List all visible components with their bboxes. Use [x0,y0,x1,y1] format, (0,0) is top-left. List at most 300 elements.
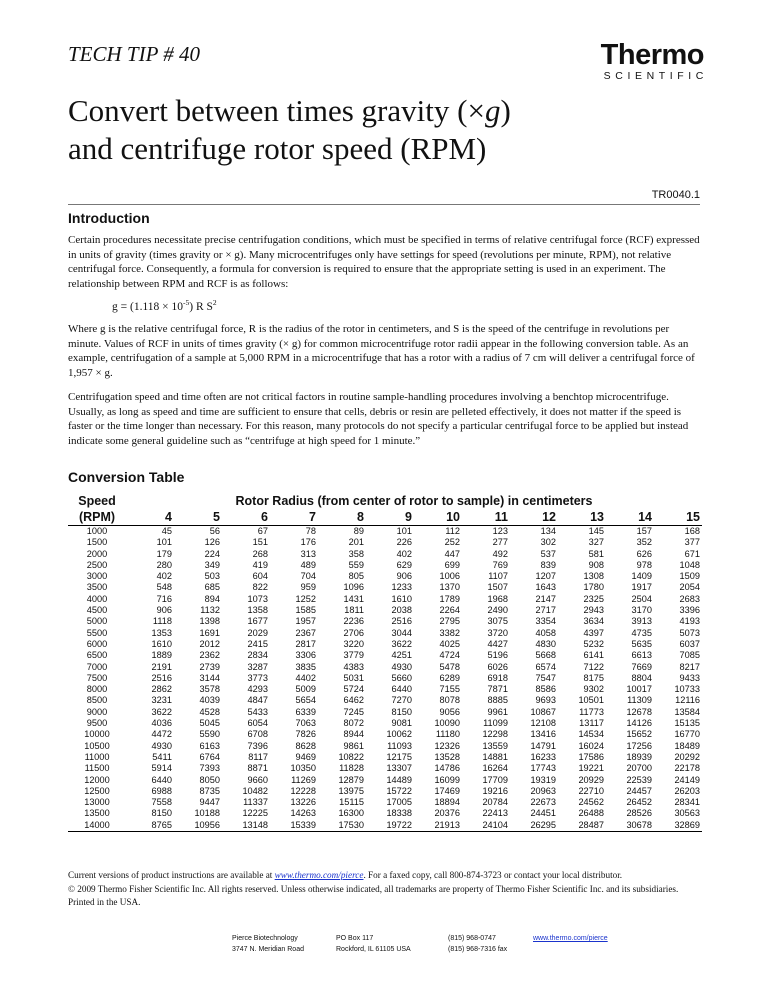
rcf-cell: 2264 [439,605,460,616]
rcf-cell: 17469 [434,785,460,796]
rcf-cell: 959 [300,582,316,593]
rcf-cell: 10867 [530,706,556,717]
rpm-cell: 6000 [86,638,108,649]
rcf-cell: 20700 [626,763,652,774]
rcf-cell: 13226 [290,797,316,808]
radius-col-header: 7 [270,509,318,526]
rcf-cell: 16099 [434,774,460,785]
rcf-cell: 28341 [674,797,700,808]
rcf-cell: 2504 [631,593,652,604]
rcf-cell: 769 [492,559,508,570]
rcf-cell: 17586 [578,751,604,762]
rcf-cell: 12225 [242,808,268,819]
rcf-cell: 16233 [530,751,556,762]
rcf-cell: 1006 [439,571,460,582]
rcf-cell: 908 [588,559,604,570]
rcf-cell: 906 [156,605,172,616]
rcf-cell: 26295 [510,820,558,832]
rcf-cell: 8150 [391,706,412,717]
rcf-cell: 2038 [391,605,412,616]
rcf-cell: 19722 [366,820,414,832]
rcf-cell: 45 [161,526,172,536]
rcf-cell: 2362 [199,650,220,661]
table-row [68,560,702,571]
rcf-cell: 145 [588,526,604,536]
rcf-cell: 6462 [343,695,364,706]
rcf-cell: 22413 [482,808,508,819]
rcf-cell: 176 [300,537,316,548]
rcf-cell: 9961 [487,706,508,717]
rcf-cell: 626 [636,548,652,559]
table-row [68,526,702,538]
table-row [68,549,702,560]
rcf-cell: 13307 [386,763,412,774]
table-row [68,775,702,786]
rcf-cell: 3075 [487,616,508,627]
rcf-cell: 2862 [151,684,172,695]
rcf-cell: 8628 [295,740,316,751]
rcf-cell: 7245 [343,706,364,717]
rcf-cell: 2516 [151,672,172,683]
rcf-cell: 1691 [199,627,220,638]
rcf-cell: 313 [300,548,316,559]
rpm-cell: 9500 [86,718,108,729]
rcf-cell: 4397 [583,627,604,638]
rcf-cell: 7155 [439,684,460,695]
rcf-cell: 1889 [151,650,172,661]
rcf-cell: 8885 [487,695,508,706]
table-row [68,763,702,774]
rcf-cell: 1073 [247,593,268,604]
rcf-cell: 11093 [387,740,412,751]
rcf-cell: 978 [636,559,652,570]
rcf-cell: 7085 [679,650,700,661]
rcf-cell: 10956 [174,820,222,832]
rcf-cell: 2795 [439,616,460,627]
rcf-cell: 12326 [434,740,460,751]
radius-col-header: 9 [366,509,414,526]
table-row [68,741,702,752]
rcf-cell: 19216 [482,785,508,796]
rcf-cell: 16300 [338,808,364,819]
rcf-cell: 1207 [535,571,556,582]
radius-col-header: 10 [414,509,462,526]
rcf-cell: 18489 [674,740,700,751]
address-phone: (815) 968-0747 (815) 968-7316 fax [448,935,508,953]
rcf-cell: 11309 [627,695,652,706]
document-number: TR0040.1 [651,189,700,201]
rcf-cell: 11099 [483,718,508,729]
rcf-cell: 3231 [151,695,172,706]
rcf-cell: 6440 [151,774,172,785]
rcf-cell: 20963 [530,785,556,796]
rcf-cell: 5914 [151,763,172,774]
table-row [68,537,702,548]
rcf-cell: 2739 [199,661,220,672]
rcf-cell: 15652 [626,729,652,740]
rcf-cell: 3578 [199,684,220,695]
rcf-cell: 30563 [674,808,700,819]
rcf-cell: 402 [396,548,412,559]
rpm-cell: 1500 [86,537,108,548]
rcf-cell: 349 [204,559,220,570]
rcf-cell: 1107 [488,571,508,582]
rcf-cell: 4847 [247,695,268,706]
table-row [68,718,702,729]
rcf-cell: 112 [445,526,460,536]
rcf-cell: 6289 [439,672,460,683]
address-web-link[interactable]: www.thermo.com/pierce [533,935,608,942]
rcf-cell: 3144 [199,672,220,683]
rcf-cell: 503 [204,571,220,582]
rcf-cell: 123 [492,526,508,536]
rcf-cell: 671 [684,548,700,559]
address-web [533,933,608,944]
rcf-cell: 16264 [482,763,508,774]
rpm-cell: 8500 [86,695,108,706]
radius-col-header: 13 [558,509,606,526]
rcf-cell: 548 [156,582,172,593]
rcf-cell: 3634 [583,616,604,627]
table-row [68,707,702,718]
rcf-cell: 3396 [679,605,700,616]
rcf-cell: 419 [252,559,268,570]
thermo-pierce-link[interactable]: www.thermo.com/pierce [274,870,364,880]
rcf-cell: 10062 [386,729,412,740]
rcf-cell: 13416 [530,729,556,740]
rcf-cell: 11337 [243,797,268,808]
rcf-cell: 2191 [151,661,172,672]
rcf-cell: 134 [540,526,556,536]
rcf-cell: 24457 [626,785,652,796]
rcf-cell: 6440 [391,684,412,695]
rcf-cell: 21913 [414,820,462,832]
rcf-cell: 3220 [343,638,364,649]
table-row [68,650,702,661]
tech-tip-label: TECH TIP # 40 [68,42,201,66]
rcf-cell: 302 [540,537,556,548]
rcf-cell: 2817 [295,638,316,649]
address-pobox: PO Box 117 Rockford, IL 61105 USA [336,935,411,953]
rcf-cell: 3720 [487,627,508,638]
rcf-cell: 581 [588,548,604,559]
rcf-cell: 3622 [391,638,412,649]
rcf-cell: 20784 [482,797,508,808]
rcf-cell: 1610 [391,593,412,604]
rcf-cell: 4724 [439,650,460,661]
table-row [68,808,702,819]
rcf-cell: 6141 [583,650,604,661]
rcf-cell: 19319 [530,774,556,785]
rcf-cell: 17005 [386,797,412,808]
rcf-cell: 5635 [631,638,652,649]
rcf-cell: 1252 [295,593,316,604]
rcf-cell: 89 [353,526,364,536]
rcf-cell: 13528 [434,751,460,762]
rpm-cell: 13500 [84,808,110,819]
table-row [68,684,702,695]
rcf-cell: 28487 [558,820,606,832]
rpm-cell: 6500 [86,650,108,661]
rcf-cell: 10482 [242,785,268,796]
rcf-cell: 4025 [439,638,460,649]
rcf-cell: 2147 [535,593,556,604]
rcf-cell: 6574 [535,661,556,672]
rcf-cell: 10017 [626,684,652,695]
rcf-cell: 1789 [439,593,460,604]
rcf-cell: 4427 [487,638,508,649]
rcf-cell: 1431 [343,593,364,604]
rcf-cell: 1096 [343,582,364,593]
rcf-cell: 839 [540,559,556,570]
rcf-cell: 9056 [439,706,460,717]
rcf-cell: 2325 [583,593,604,604]
rcf-cell: 4528 [199,706,220,717]
rcf-cell: 2054 [679,582,700,593]
rcf-cell: 6037 [679,638,700,649]
rcf-cell: 11180 [435,729,460,740]
rcf-cell: 4036 [151,718,172,729]
rcf-cell: 402 [156,571,172,582]
radius-col-header: 6 [222,509,270,526]
rcf-formula: $g = (1.118 \times 10^{-5})$ R $S^2$ [112,298,217,313]
rcf-cell: 537 [540,548,556,559]
table-row [68,571,702,582]
rcf-cell: 15722 [386,785,412,796]
rpm-cell: 2500 [86,559,108,570]
rcf-cell: 201 [348,537,364,548]
rpm-cell: 4500 [86,605,108,616]
rcf-cell: 14534 [578,729,604,740]
intro-paragraph-3: Centrifugation speed and time often are not critical factors in routine sample-handling procedures involving a benchtop microcentrifuge. Usually, as long as speed and time are sufficient to ensure that cells, debris or resin are pelleted effectively, it does not matter if the speed is faster or the time longer than necessary. For this reason, many protocols do not specify a particular centrifugal force to be applied but instead indicate some general guideline such as “centrifuge at high speed for 1 minute.” [68,391,689,447]
rcf-cell: 1308 [583,571,604,582]
rpm-cell: 9000 [86,706,108,717]
logo-wordmark: Thermo [600,39,704,71]
rcf-cell: 22710 [578,785,604,796]
rcf-cell: 716 [156,593,172,604]
table-body [68,526,702,832]
table-row [68,673,702,684]
address-company: Pierce Biotechnology 3747 N. Meridian Road [232,935,304,953]
rcf-cell: 11269 [291,774,316,785]
rcf-cell: 10733 [674,684,700,695]
rcf-cell: 24104 [462,820,510,832]
rcf-cell: 10822 [338,751,364,762]
rcf-cell: 277 [492,537,508,548]
rcf-cell: 8871 [247,763,268,774]
rcf-cell: 4039 [199,695,220,706]
rcf-cell: 1917 [631,582,652,593]
rcf-cell: 1957 [295,616,316,627]
title-line-2: and centrifuge rotor speed (RPM) [68,131,487,166]
rcf-cell: 5668 [535,650,556,661]
table-row [68,786,702,797]
rpm-cell: 3500 [86,582,108,593]
radius-col-header: 12 [510,509,558,526]
rcf-cell: 6918 [487,672,508,683]
rcf-cell: 5654 [295,695,316,706]
rcf-cell: 14263 [290,808,316,819]
rpm-cell: 3000 [86,571,108,582]
rcf-cell: 3382 [439,627,460,638]
rcf-cell: 8050 [199,774,220,785]
rcf-cell: 10090 [434,718,460,729]
rcf-cell: 12116 [675,695,700,706]
rcf-cell: 26203 [674,785,700,796]
rcf-cell: 24149 [674,774,700,785]
rcf-cell: 805 [348,571,364,582]
rcf-cell: 704 [300,571,316,582]
table-row [68,639,702,650]
intro-paragraph-1: Certain procedures necessitate precise centrifugation conditions, which must be specified in terms of relative centrifugal force (RCF) expressed in units of gravity (times gravity or × g). Many microcentrifuges only have settings for speed (revolutions per minute, RPM), not relative centrifugal force. Consequently, a formula for conversion is required to ensure that the appropriate setting is used in an experiment. The relationship between RPM and RCF is as follows: [68,234,700,290]
rpm-cell: 8000 [86,684,108,695]
rcf-cell: 1370 [439,582,460,593]
rcf-cell: 2717 [535,605,556,616]
rcf-cell: 5232 [583,638,604,649]
rcf-cell: 4383 [343,661,364,672]
header-rule [68,204,700,205]
rcf-cell: 8175 [583,672,604,683]
rcf-cell: 14791 [530,740,556,751]
rcf-cell: 2415 [247,638,268,649]
rcf-cell: 15339 [270,820,318,832]
rcf-cell: 5660 [391,672,412,683]
rpm-cell: 12500 [84,785,110,796]
rcf-cell: 12879 [338,774,364,785]
rcf-cell: 10188 [194,808,220,819]
rcf-cell: 12108 [530,718,556,729]
rcf-cell: 4930 [151,740,172,751]
thermo-scientific-logo [580,39,708,82]
rcf-cell: 3779 [343,650,364,661]
rcf-cell: 16770 [674,729,700,740]
rpm-cell: 2000 [86,548,108,559]
rpm-cell: 4000 [86,593,108,604]
rcf-cell: 1780 [583,582,604,593]
rpm-cell: 12000 [84,774,110,785]
rcf-cell: 28526 [626,808,652,819]
rcf-cell: 14126 [626,718,652,729]
rpm-cell: 10000 [84,729,110,740]
rcf-cell: 1811 [344,605,364,616]
rcf-cell: 9447 [199,797,220,808]
rcf-cell: 4058 [535,627,556,638]
rcf-cell: 7393 [199,763,220,774]
rcf-cell: 9693 [535,695,556,706]
rcf-cell: 17709 [482,774,508,785]
rcf-cell: 7547 [535,672,556,683]
rpm-cell: 1000 [86,526,108,536]
rcf-cell: 16024 [578,740,604,751]
rcf-cell: 7396 [247,740,268,751]
rcf-cell: 2943 [583,605,604,616]
rcf-cell: 101 [156,537,172,548]
table-row [68,662,702,673]
copyright-note: © 2009 Thermo Fisher Scientific Inc. All rights reserved. Unless otherwise indicated, all trademarks are property of Thermo Fisher Scientific Inc. and its subsidiaries. Printed in the USA. [68,884,679,907]
rcf-cell: 1677 [247,616,268,627]
rpm-cell: 13000 [84,797,110,808]
rcf-cell: 6708 [247,729,268,740]
table-row [68,582,702,593]
rcf-cell: 8765 [126,820,174,832]
rcf-cell: 179 [156,548,172,559]
rcf-cell: 18939 [626,751,652,762]
rpm-cell: 10500 [84,740,110,751]
rcf-cell: 12678 [626,706,652,717]
rcf-cell: 11828 [339,763,364,774]
rcf-cell: 906 [396,571,412,582]
rcf-cell: 224 [204,548,220,559]
rcf-cell: 4193 [679,616,700,627]
rcf-cell: 6054 [247,718,268,729]
rcf-cell: 822 [252,582,268,593]
rcf-cell: 19221 [578,763,604,774]
rcf-cell: 4930 [391,661,412,672]
rcf-cell: 20376 [434,808,460,819]
rcf-cell: 2012 [199,638,220,649]
rcf-cell: 4830 [535,638,556,649]
rcf-cell: 22178 [674,763,700,774]
rcf-cell: 9433 [679,672,700,683]
rcf-cell: 151 [252,537,268,548]
rcf-cell: 9469 [295,751,316,762]
rcf-cell: 20292 [674,751,700,762]
rpm-header: (RPM) [68,509,126,526]
rcf-cell: 15135 [674,718,700,729]
rcf-cell: 8117 [248,751,268,762]
rcf-cell: 18338 [386,808,412,819]
rcf-cell: 3354 [535,616,556,627]
rcf-cell: 2236 [343,616,364,627]
page-title [68,92,708,168]
rcf-cell: 447 [444,548,460,559]
rcf-cell: 18894 [434,797,460,808]
rcf-cell: 8072 [343,718,364,729]
rcf-cell: 2490 [487,605,508,616]
rcf-cell: 358 [348,548,364,559]
rcf-cell: 377 [684,537,700,548]
radius-header: Rotor Radius (from center of rotor to sample) in centimeters [235,494,593,508]
rcf-cell: 9081 [391,718,412,729]
rcf-cell: 12298 [482,729,508,740]
rcf-cell: 7063 [295,718,316,729]
rcf-cell: 1358 [247,605,268,616]
rcf-cell: 13117 [579,718,604,729]
rcf-cell: 5031 [343,672,364,683]
rcf-cell: 7669 [631,661,652,672]
radius-col-header: 15 [654,509,702,526]
rcf-cell: 5045 [199,718,220,729]
conversion-table [68,493,702,832]
rcf-cell: 1048 [679,559,700,570]
rcf-cell: 15115 [339,797,364,808]
rcf-cell: 10501 [578,695,604,706]
rcf-cell: 8804 [631,672,652,683]
rcf-cell: 20929 [578,774,604,785]
rcf-cell: 5590 [199,729,220,740]
rcf-cell: 2367 [295,627,316,638]
rcf-cell: 10350 [290,763,316,774]
rcf-cell: 13148 [222,820,270,832]
rcf-cell: 6988 [151,785,172,796]
title-line-1: Convert between times gravity (×g) [68,93,511,128]
rcf-cell: 1398 [199,616,220,627]
rcf-cell: 894 [204,593,220,604]
rcf-cell: 24562 [578,797,604,808]
logo-subtitle: SCIENTIFIC [603,70,708,82]
rpm-cell: 5500 [86,627,108,638]
rcf-cell: 22539 [626,774,652,785]
